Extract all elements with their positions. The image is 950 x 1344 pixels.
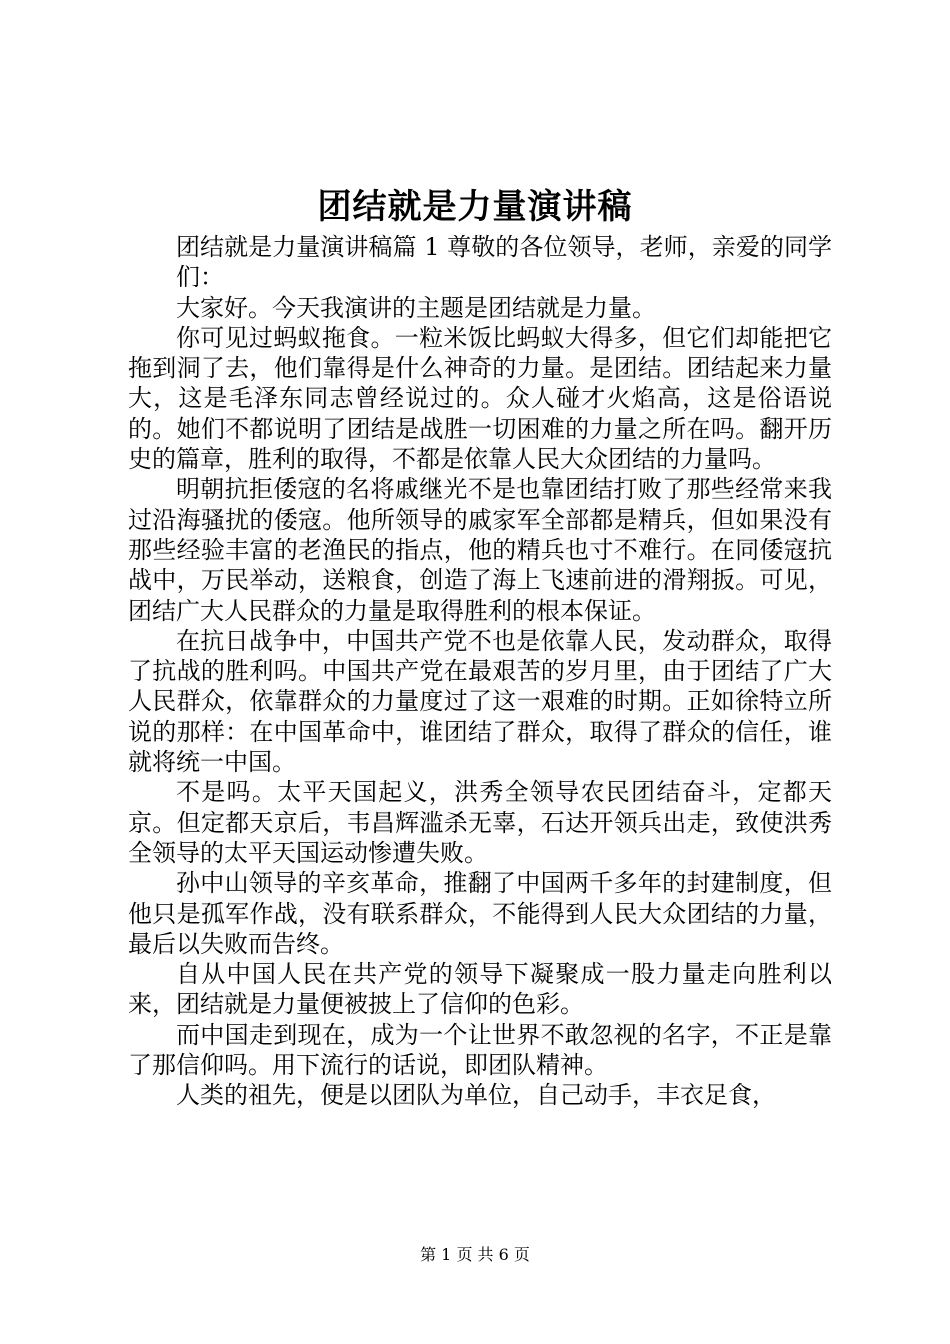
paragraph: 大家好。今天我演讲的主题是团结就是力量。 xyxy=(176,293,656,322)
paragraph: 人类的祖先，便是以团队为单位，自己动手，丰衣足食， xyxy=(176,1081,776,1110)
paragraph: 在抗日战争中，中国共产党不也是依靠人民，发动群众，取得了抗战的胜利吗。中国共产党在最艰苦的岁月里，由于团结了广大人民群众，依靠群众的力量度过了这一艰难的时期。正如徐特立所说的那样：在中国革命中，谁团结了群众，取得了群众的信任，谁就将统一中国。 xyxy=(128,626,832,777)
paragraph: 明朝抗拒倭寇的名将戚继光不是也靠团结打败了那些经常来我过沿海骚扰的倭寇。他所领导的戚家军全部都是精兵，但如果没有那些经验丰富的老渔民的指点，他的精兵也寸不难行。在同倭寇抗战中，万民举动，送粮食，创造了海上飞速前进的滑翔扳。可见，团结广大人民群众的力量是取得胜利的根本保证。 xyxy=(128,475,832,625)
document-body xyxy=(128,232,832,1111)
paragraph: 而中国走到现在，成为一个让世界不敢忽视的名字，不正是靠了那信仰吗。用下流行的话说，即团队精神。 xyxy=(128,1020,832,1080)
document-title: 团结就是力量演讲稿 xyxy=(317,187,633,227)
paragraph: 孙中山领导的辛亥革命，推翻了中国两千多年的封建制度，但他只是孤军作战，没有联系群众，不能得到人民大众团结的力量，最后以失败而告终。 xyxy=(128,869,832,958)
page-number-footer: 第 1 页 共 6 页 xyxy=(420,1245,530,1264)
paragraph-intro: 团结就是力量演讲稿篇 1 尊敬的各位领导，老师，亲爱的同学们： xyxy=(176,233,832,292)
paragraph: 不是吗。太平天国起义，洪秀全领导农民团结奋斗，定都天京。但定都天京后，韦昌辉滥杀无辜，石达开领兵出走，致使洪秀全领导的太平天国运动惨遭失败。 xyxy=(128,778,832,867)
paragraph: 自从中国人民在共产党的领导下凝聚成一股力量走向胜利以来，团结就是力量便被披上了信仰的色彩。 xyxy=(128,960,832,1019)
paragraph: 你可见过蚂蚁拖食。一粒米饭比蚂蚁大得多，但它们却能把它拖到洞了去，他们靠得是什么神奇的力量。是团结。团结起来力量大，这是毛泽东同志曾经说过的。众人碰才火焰高，这是俗语说的。她们不都说明了团结是战胜一切困难的力量之所在吗。翻开历史的篇章，胜利的取得，不都是依靠人民大众团结的力量吗。 xyxy=(128,323,832,474)
